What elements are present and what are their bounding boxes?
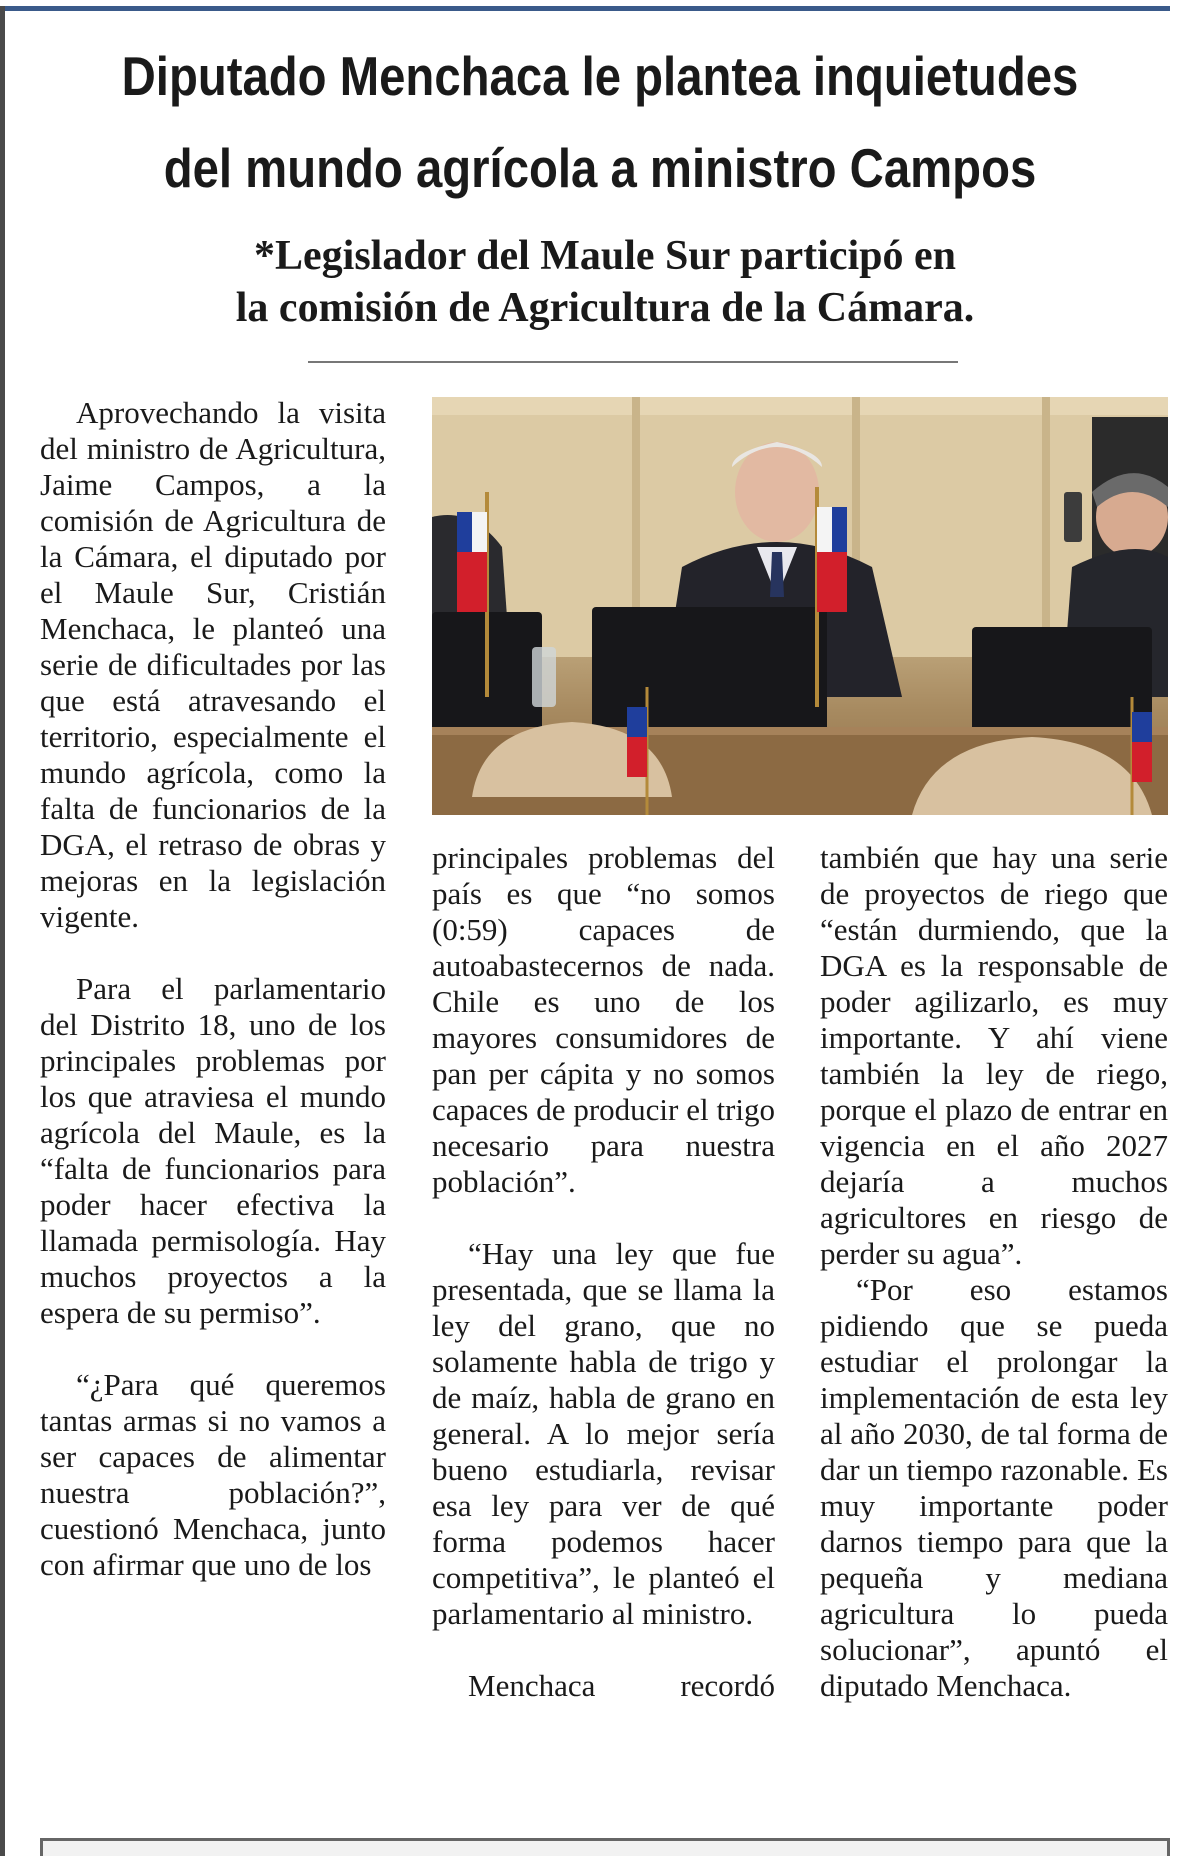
headline: [110, 30, 1090, 214]
headline-divider: [308, 361, 958, 363]
paragraph: “Hay una ley que fue presentada, que se llama la ley del grano, que no solamente habla de trigo y de maíz, habla de grano en general. A lo mejor sería bueno estudiarla, revisar esa ley para ver de qué forma podemos hacer competitiva”, le planteó el parlamentario al ministro.: [432, 1236, 775, 1631]
paragraph: Para el parlamentario del Distrito 18, uno de los principales problemas por los que atraviesa el mundo agrícola del Maule, es la “falta de funcionarios para poder hacer efectiva la llamada permisología. Hay muchos proyectos a la espera de su permiso”.: [40, 971, 386, 1330]
article-column-2: [432, 840, 775, 1704]
article-column-3: [820, 840, 1168, 1704]
headline-line-1: Diputado Menchaca le plantea inquietudes: [121, 45, 1079, 107]
subheadline: [40, 230, 1170, 334]
paragraph: Menchaca recordó: [468, 1668, 775, 1703]
paragraph: Aprovechando la visita del ministro de Agricultura, Jaime Campos, a la comisión de Agricultura de la Cámara, el diputado por el Maule Sur, Cristián Menchaca, le planteó una serie de dificultades por las que está atravesando el territorio, especialmente el mundo agrícola, como la falta de funcionarios de la DGA, el retraso de obras y mejoras en la legislación vigente.: [40, 395, 386, 934]
subheadline-line-2: la comisión de Agricultura de la Cámara.: [235, 285, 975, 331]
headline-line-2: del mundo agrícola a ministro Campos: [163, 137, 1037, 199]
paragraph: también que hay una serie de proyectos de riego que “están durmiendo, que la DGA es la responsable de poder agilizarlo, es muy importante. Y ahí viene también la ley de riego, porque el plazo de entrar en vigencia en el año 2027 dejaría a muchos agricultores en riesgo de perder su agua”.: [820, 840, 1168, 1271]
top-rule: [0, 6, 1170, 11]
paragraph: principales problemas del país es que “no somos (0:59) capaces de autoabastecernos de nada. Chile es uno de los mayores consumidores de pan per cápita y no somos capaces de producir el trigo necesario para nuestra población”.: [432, 840, 775, 1199]
photo-illustration: [432, 397, 1168, 815]
article-photo: [432, 397, 1168, 815]
paragraph: “Por eso estamos pidiendo que se pueda estudiar el prolongar la implementación de esta ley al año 2030, de tal forma de dar un tiempo razonable. Es muy importante poder darnos tiempo para que la pequeña y mediana agricultura lo pueda solucionar”, apuntó el diputado Menchaca.: [820, 1272, 1168, 1703]
paragraph: “¿Para qué queremos tantas armas si no vamos a ser capaces de alimentar nuestra población?”, cuestionó Menchaca, junto con afirmar que uno de los: [40, 1367, 386, 1582]
left-rule: [0, 6, 5, 1856]
next-article-box: [40, 1838, 1170, 1856]
subheadline-line-1: *Legislador del Maule Sur participó en: [254, 233, 956, 279]
article-column-1: [40, 395, 386, 1583]
